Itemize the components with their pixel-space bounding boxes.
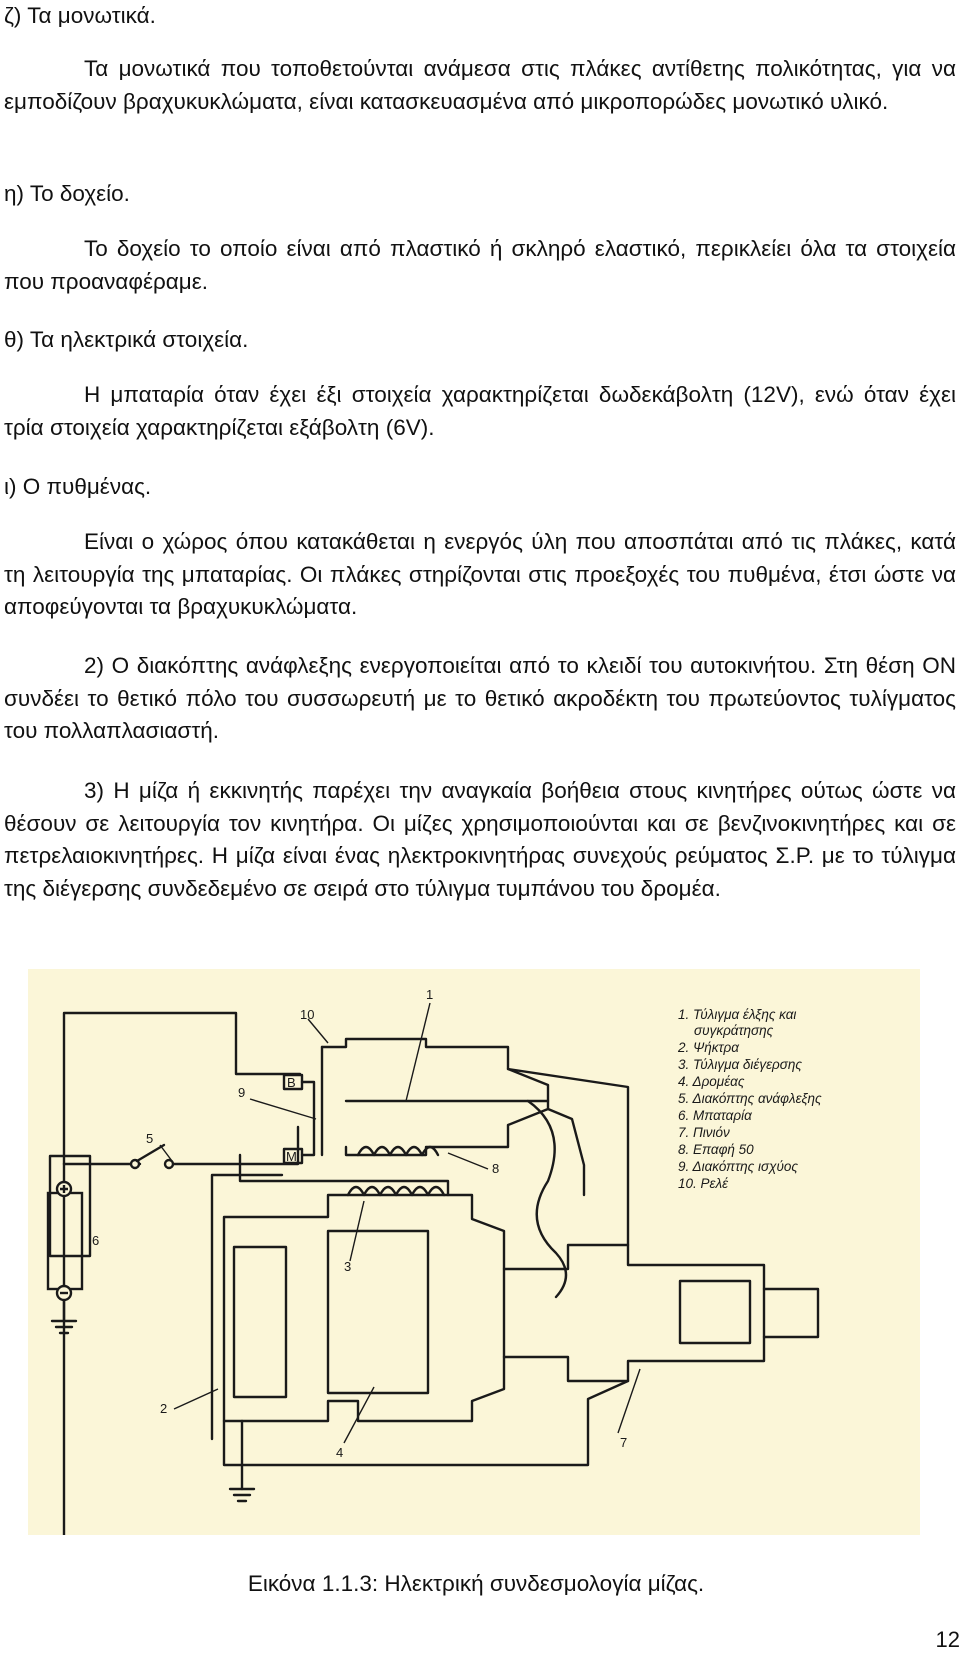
figure-caption: Εικόνα 1.1.3: Ηλεκτρική συνδεσμολογία μίζας. bbox=[247, 1571, 705, 1596]
ignition-switch-contact bbox=[137, 1145, 164, 1161]
callout-1: 1 bbox=[426, 987, 434, 1002]
starter-wiring-diagram bbox=[28, 969, 920, 1535]
paragraph-cells: Η μπαταρία όταν έχει έξι στοιχεία χαρακτηρίζεται δωδεκάβολτη (12V), ενώ όταν έχει τρία στοιχεία χαρακτηρίζεται εξάβολτη (6V). bbox=[4, 382, 956, 440]
battery-body bbox=[50, 1156, 90, 1256]
section-heading-container: η) Το δοχείο. bbox=[4, 181, 130, 206]
terminal-m-label: M bbox=[286, 1149, 297, 1164]
drive-housing bbox=[504, 1245, 764, 1381]
paragraph-ignition-switch: 2) Ο διακόπτης ανάφλεξης ενεργοποιείται από το κλειδί του αυτοκινήτου. Στη θέση ΟΝ συνδέει το θετικό πόλο του συσσωρευτή με το θετικό ακροδέκτη του πρωτεύοντος τυλίγματος του πολλαπλασιαστή. bbox=[4, 653, 956, 743]
legend-item-9: 9. Διακόπτης ισχύος bbox=[678, 1159, 798, 1174]
legend-item-10: 10. Ρελέ bbox=[678, 1176, 729, 1191]
shift-lever bbox=[528, 1101, 566, 1297]
callout-4: 4 bbox=[336, 1445, 344, 1460]
callout-3: 3 bbox=[344, 1259, 352, 1274]
motor-housing bbox=[224, 1195, 504, 1421]
callout-10: 10 bbox=[300, 1007, 315, 1022]
legend-item-7: 7. Πινιόν bbox=[678, 1125, 730, 1140]
callout-6: 6 bbox=[92, 1233, 100, 1248]
callout-8: 8 bbox=[492, 1161, 500, 1176]
wire-brush-feed bbox=[212, 1175, 282, 1439]
output-shaft bbox=[764, 1289, 818, 1337]
figure-legend bbox=[677, 1007, 822, 1191]
legend-item-2: 2. Ψήκτρα bbox=[678, 1040, 739, 1055]
pinion-gear bbox=[680, 1281, 750, 1343]
section-heading-insulators: ζ) Τα μονωτικά. bbox=[4, 3, 156, 28]
page-number: 12 bbox=[935, 1627, 960, 1652]
legend-item-5: 5. Διακόπτης ανάφλεξης bbox=[678, 1091, 822, 1106]
wire-switch-out bbox=[173, 1127, 298, 1164]
paragraph-starter-motor: 3) Η μίζα ή εκκινητής παρέχει την αναγκαία βοήθεια στους κινητήρες ούτως ώστε να θέσουν σε λειτουργία τον κινητήρα. Οι μίζες χρησιμοποιούνται και σε βενζινοκινητήρες και σε πετρελαιοκινητήρες. Η μίζα είναι ένας ηλεκτροκινητήρας συνεχούς ρεύματος Σ.Ρ. με το τύλιγμα της διέγερσης συνδεδεμένο σε σειρά στο τύλιγμα τυμπάνου του δρομέα. bbox=[4, 778, 956, 901]
callout-9: 9 bbox=[238, 1085, 246, 1100]
legend-item-6: 6. Μπαταρία bbox=[678, 1108, 752, 1123]
legend-item-8: 8. Επαφή 50 bbox=[678, 1142, 754, 1157]
terminal-b-label: B bbox=[287, 1075, 296, 1090]
legend-item-1: 1. Τύλιγμα έλξης και bbox=[678, 1007, 797, 1022]
paragraph-insulators: Τα μονωτικά που τοποθετούνται ανάμεσα στις πλάκες αντίθετης πολικότητας, για να εμποδίζουν βραχυκυκλώματα, είναι κατασκευασμένα από μικροπορώδες μονωτικό υλικό. bbox=[4, 56, 956, 114]
callout-5: 5 bbox=[146, 1131, 154, 1146]
section-heading-bottom: ι) Ο πυθμένας. bbox=[4, 474, 152, 499]
paragraph-bottom: Είναι ο χώρος όπου κατακάθεται η ενεργός ύλη που αποσπάται από τις πλάκες, κατά τη λειτουργία της μπαταρίας. Οι πλάκες στηρίζονται στις προεξοχές του πυθμένα, έτσι ώστε να αποφεύγονται τα βραχυκυκλώματα. bbox=[4, 529, 956, 619]
ground-symbol bbox=[230, 1489, 254, 1501]
armature-core bbox=[328, 1231, 428, 1393]
callout-2: 2 bbox=[160, 1401, 168, 1416]
starter-wiring-drawing bbox=[28, 969, 920, 1535]
wire-top-left bbox=[64, 1013, 300, 1164]
frame-top-right bbox=[508, 1069, 628, 1245]
brush-holder bbox=[234, 1247, 286, 1397]
paragraph-container: Το δοχείο το οποίο είναι από πλαστικό ή σκληρό ελαστικό, περικλείει όλα τα στοιχεία που προαναφέραμε. bbox=[4, 236, 956, 294]
section-heading-cells: θ) Τα ηλεκτρικά στοιχεία. bbox=[4, 327, 249, 352]
legend-item-4: 4. Δρομέας bbox=[678, 1074, 745, 1089]
legend-item-1b: συγκράτησης bbox=[694, 1023, 774, 1038]
battery-ground bbox=[52, 1299, 76, 1333]
callout-7: 7 bbox=[620, 1435, 628, 1450]
relay-housing bbox=[322, 1039, 548, 1155]
legend-item-3: 3. Τύλιγμα διέγερσης bbox=[678, 1057, 802, 1072]
